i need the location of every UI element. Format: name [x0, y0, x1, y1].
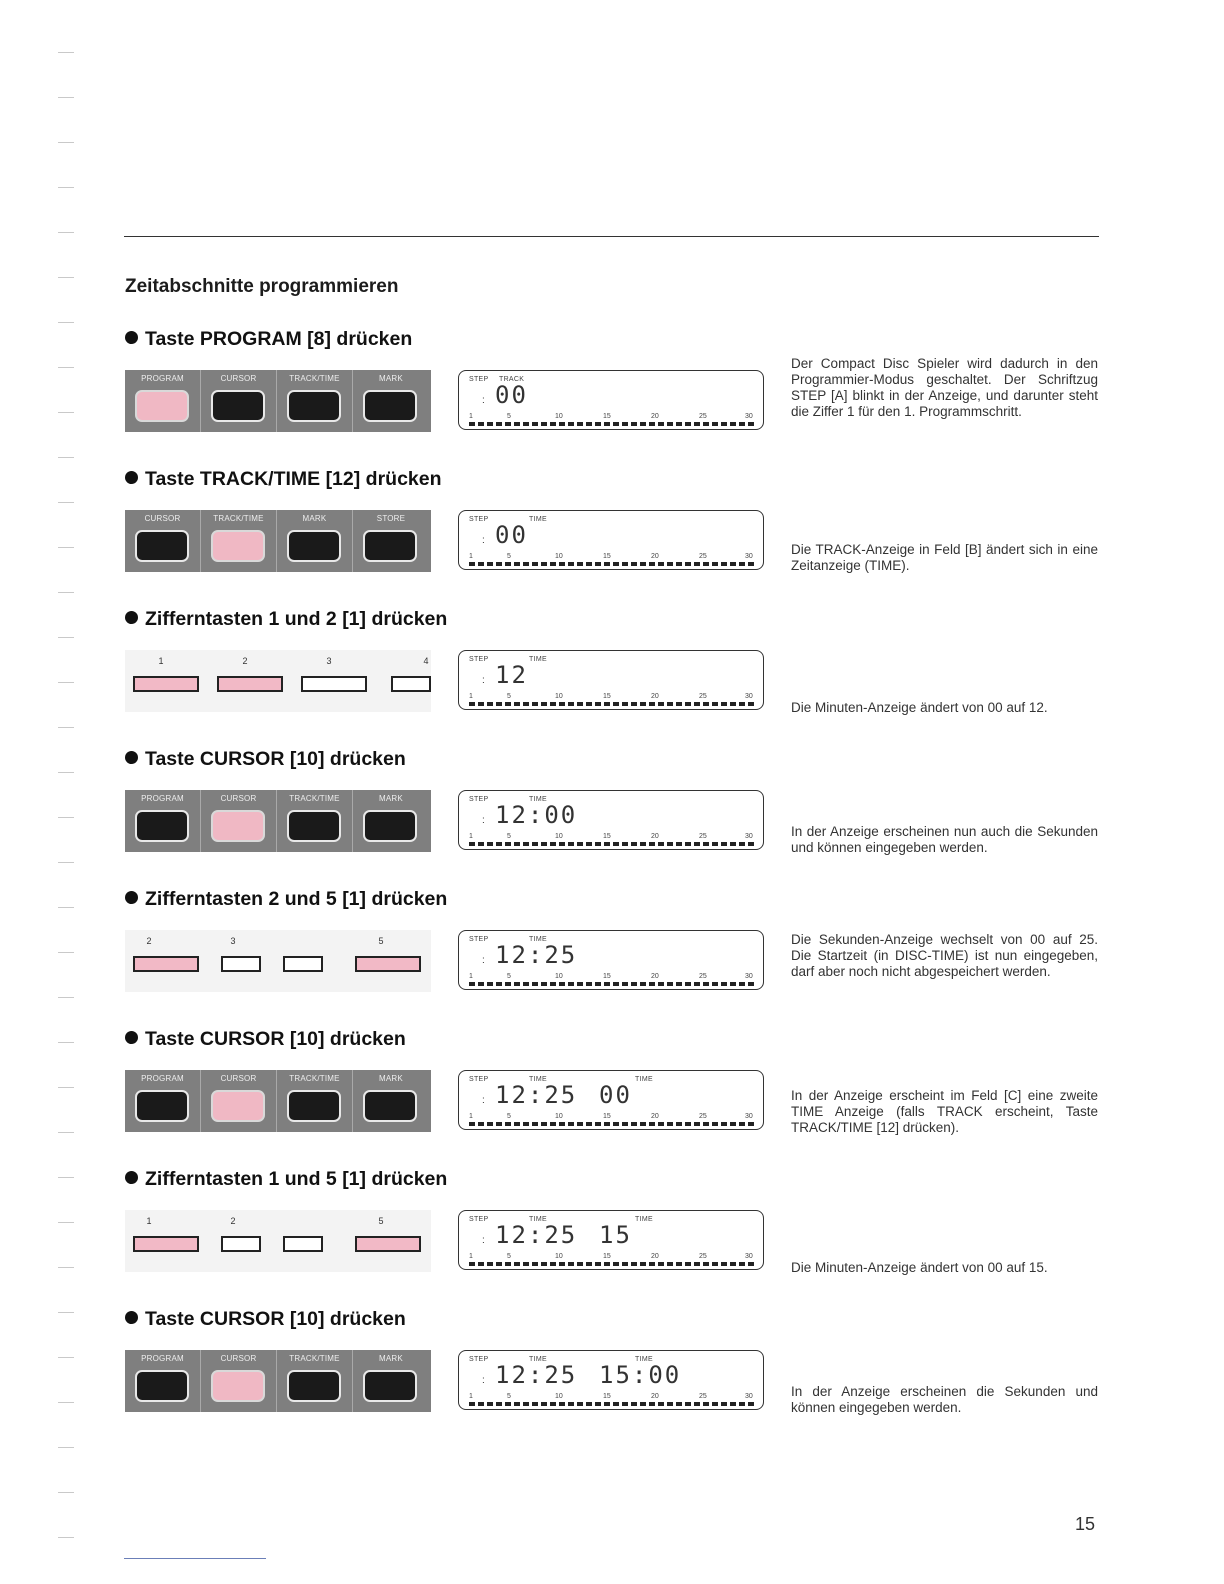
lcd-display: STEP TIME : 12:00 1 5 10 15 20 25 30: [458, 790, 764, 850]
key-track-time: TRACK/TIME: [201, 510, 277, 572]
lcd-digits-c: 15:00: [599, 1361, 682, 1389]
key-button: [287, 1370, 341, 1402]
lcd-display: STEP TIME : 12 1 5 10 15 20 25 30: [458, 650, 764, 710]
lcd-bar-graph: [469, 562, 755, 566]
num-key-1: 1: [125, 1210, 197, 1272]
num-key-2: 2: [209, 650, 281, 712]
key-button: [287, 530, 341, 562]
key-button-pressed: [211, 1370, 265, 1402]
lcd-digits-b: 12:25: [495, 1361, 578, 1389]
step-8: [0, 1308, 1224, 1448]
bullet-icon: [125, 751, 138, 764]
step-heading: Taste CURSOR [10] drücken: [125, 748, 406, 771]
lcd-bar-graph: [469, 1402, 755, 1406]
key-track-time: TRACK/TIME: [277, 370, 353, 432]
key-button-pressed: [211, 1090, 265, 1122]
key-button: [363, 1090, 417, 1122]
bullet-icon: [125, 331, 138, 344]
bullet-icon: [125, 471, 138, 484]
key-mark: MARK: [277, 510, 353, 572]
lcd-display: STEP TRACK : 00 1 5 10 15 20 25 30: [458, 370, 764, 430]
step-description: Die Sekunden-Anzeige wechselt von 00 auf 25. Die Startzeit (in DISC-TIME) ist nun eingegeben, darf aber noch nicht abgespeichert werden.: [791, 932, 1098, 979]
num-key-3: 3: [209, 930, 281, 992]
step-2: [0, 468, 1224, 608]
step-description: Die Minuten-Anzeige ändert von 00 auf 12.: [791, 700, 1048, 715]
numeric-keypad-illustration: [125, 650, 431, 712]
key-track-time: TRACK/TIME: [277, 1350, 353, 1412]
key-button: [363, 810, 417, 842]
keypad-illustration: [125, 370, 431, 432]
keypad-illustration: [125, 1070, 431, 1132]
bullet-icon: [125, 891, 138, 904]
num-key-broken: [275, 1210, 347, 1272]
keypad-illustration: [125, 1350, 431, 1412]
key-program: PROGRAM: [125, 1070, 201, 1132]
num-key-1: 1: [125, 650, 197, 712]
lcd-bar-graph: [469, 982, 755, 986]
lcd-digits-c: 15: [599, 1221, 632, 1249]
lcd-bar-graph: [469, 702, 755, 706]
header-rule: [124, 236, 1099, 237]
lcd-digits-c: 00: [599, 1081, 632, 1109]
key-cursor: CURSOR: [201, 790, 277, 852]
key-cursor: CURSOR: [125, 510, 201, 572]
key-button: [363, 530, 417, 562]
key-mark: MARK: [353, 370, 429, 432]
step-7: [0, 1168, 1224, 1308]
step-4: [0, 748, 1224, 888]
step-heading: Taste TRACK/TIME [12] drücken: [125, 468, 442, 491]
bullet-icon: [125, 1171, 138, 1184]
key-store: STORE: [353, 510, 429, 572]
lcd-digits-b: 12:25: [495, 1221, 578, 1249]
key-button: [287, 1090, 341, 1122]
step-description: In der Anzeige erscheint im Feld [C] eine zweite TIME Anzeige (falls TRACK erscheint, Taste TRACK/TIME [12] drücken).: [791, 1088, 1098, 1135]
lcd-bar-graph: [469, 422, 755, 426]
lcd-display: STEP TIME : 00 1 5 10 15 20 25 30: [458, 510, 764, 570]
key-mark: MARK: [353, 1070, 429, 1132]
num-key-2: 2: [125, 930, 197, 992]
lcd-bar-graph: [469, 1262, 755, 1266]
key-mark: MARK: [353, 1350, 429, 1412]
bullet-icon: [125, 1031, 138, 1044]
step-6: [0, 1028, 1224, 1168]
step-heading: Taste PROGRAM [8] drücken: [125, 328, 412, 351]
step-description: Die TRACK-Anzeige in Feld [B] ändert sich in eine Zeitanzeige (TIME).: [791, 542, 1098, 573]
lcd-display: STEP TIME TIME : 12:25 15 1 5 10 15 20 25 30: [458, 1210, 764, 1270]
lcd-digits-b: 00: [495, 381, 528, 409]
step-heading: Taste CURSOR [10] drücken: [125, 1308, 406, 1331]
key-button: [135, 1370, 189, 1402]
bullet-icon: [125, 1311, 138, 1324]
num-key-broken: [275, 930, 347, 992]
lcd-digits-b: 00: [495, 521, 528, 549]
lcd-digits-b: 12:00: [495, 801, 578, 829]
key-program: PROGRAM: [125, 790, 201, 852]
lcd-display: STEP TIME TIME : 12:25 15:00 1 5 10 15 20 25 30: [458, 1350, 764, 1410]
key-track-time: TRACK/TIME: [277, 1070, 353, 1132]
step-description: Die Minuten-Anzeige ändert von 00 auf 15.: [791, 1260, 1048, 1275]
page-number: 15: [1075, 1514, 1096, 1534]
num-key-2: 2: [209, 1210, 281, 1272]
step-heading: Zifferntasten 2 und 5 [1] drücken: [125, 888, 447, 911]
key-button: [135, 810, 189, 842]
key-button: [363, 390, 417, 422]
lcd-bar-graph: [469, 1122, 755, 1126]
num-key-5: 5: [347, 930, 419, 992]
footer-rule: [124, 1558, 266, 1559]
step-1: [0, 328, 1224, 468]
key-button: [363, 1370, 417, 1402]
key-cursor: CURSOR: [201, 1070, 277, 1132]
step-description: Der Compact Disc Spieler wird dadurch in den Programmier-Modus geschaltet. Der Schriftzug STEP [A] blinkt in der Anzeige, und darunter steht die Ziffer 1 für den 1. Programmschritt.: [791, 356, 1098, 419]
key-button: [135, 530, 189, 562]
step-heading: Taste CURSOR [10] drücken: [125, 1028, 406, 1051]
lcd-digits-b: 12:25: [495, 1081, 578, 1109]
lcd-digits-b: 12: [495, 661, 528, 689]
step-5: [0, 888, 1224, 1028]
section-title: Zeitabschnitte programmieren: [125, 276, 399, 297]
keypad-illustration: [125, 510, 431, 572]
key-mark: MARK: [353, 790, 429, 852]
key-button: [287, 390, 341, 422]
lcd-display: STEP TIME : 12:25 1 5 10 15 20 25 30: [458, 930, 764, 990]
numeric-keypad-illustration: [125, 1210, 431, 1272]
num-key-3: 3: [293, 650, 365, 712]
key-button-pressed: [211, 530, 265, 562]
lcd-bar-graph: [469, 842, 755, 846]
keypad-illustration: [125, 790, 431, 852]
num-key-4: 4: [377, 650, 431, 712]
key-button: [135, 1090, 189, 1122]
step-heading: Zifferntasten 1 und 5 [1] drücken: [125, 1168, 447, 1191]
lcd-digits-b: 12:25: [495, 941, 578, 969]
num-key-5: 5: [347, 1210, 419, 1272]
key-cursor: CURSOR: [201, 370, 277, 432]
key-button: [287, 810, 341, 842]
key-button-pressed: [135, 390, 189, 422]
step-3: [0, 608, 1224, 748]
step-heading: Zifferntasten 1 und 2 [1] drücken: [125, 608, 447, 631]
key-track-time: TRACK/TIME: [277, 790, 353, 852]
step-description: In der Anzeige erscheinen die Sekunden und können eingegeben werden.: [791, 1384, 1098, 1415]
key-program: PROGRAM: [125, 1350, 201, 1412]
key-button: [211, 390, 265, 422]
key-cursor: CURSOR: [201, 1350, 277, 1412]
key-button-pressed: [211, 810, 265, 842]
key-program: PROGRAM: [125, 370, 201, 432]
bullet-icon: [125, 611, 138, 624]
step-description: In der Anzeige erscheinen nun auch die Sekunden und können eingegeben werden.: [791, 824, 1098, 855]
numeric-keypad-illustration: [125, 930, 431, 992]
lcd-display: STEP TIME TIME : 12:25 00 1 5 10 15 20 25 30: [458, 1070, 764, 1130]
